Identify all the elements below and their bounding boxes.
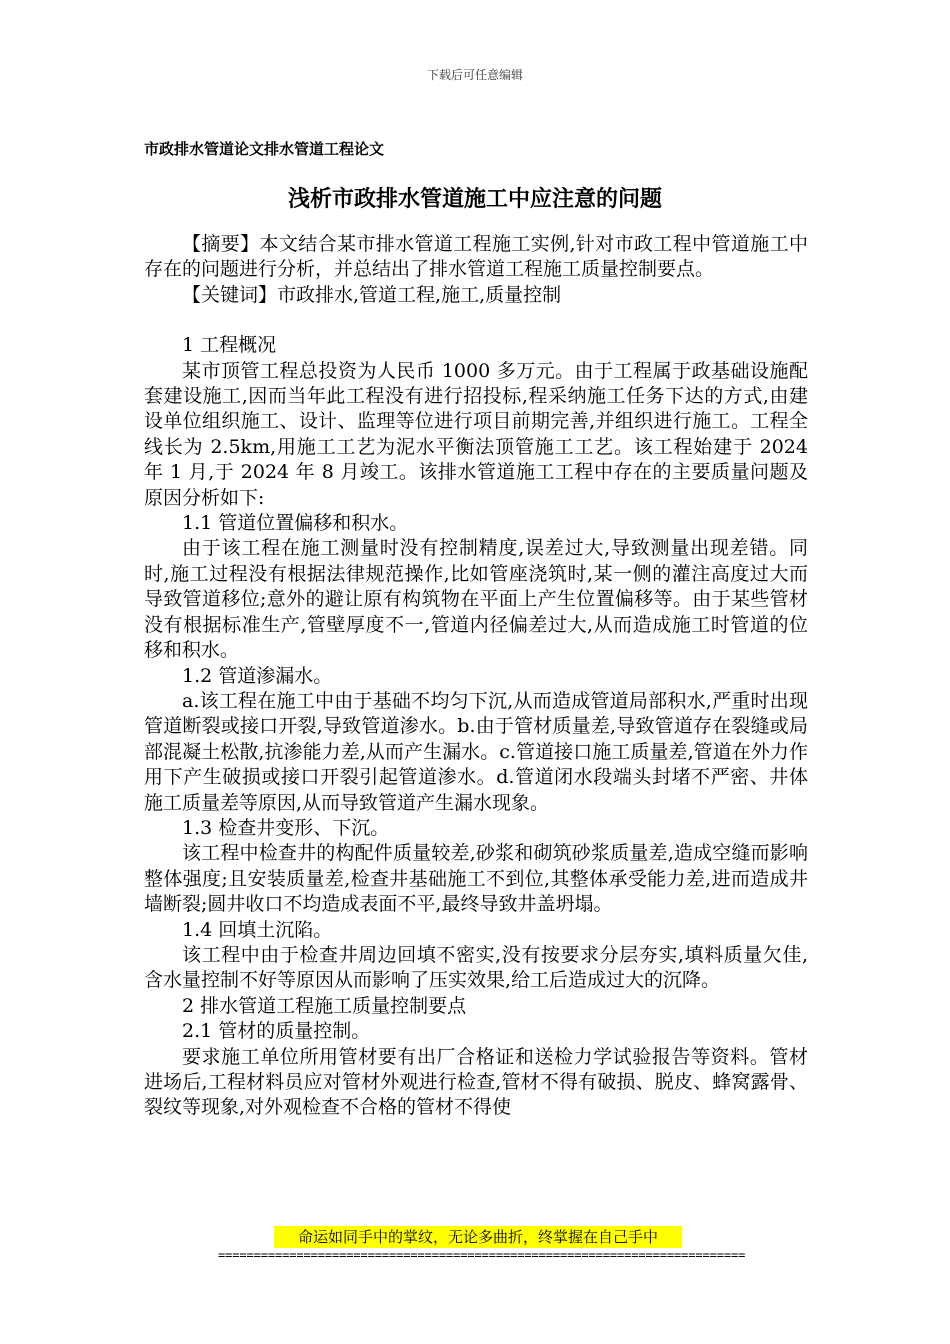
footer-divider: ========================================================================== <box>218 1248 746 1262</box>
section-heading-2: 2 排水管道工程施工质量控制要点 <box>182 994 467 1017</box>
document-body <box>144 232 808 1121</box>
body-paragraph: 该工程中由于检查井周边回填不密实,没有按要求分层夯实,填料质量欠佳,含水量控制不好等原因从而影响了压实效果,给工后造成过大的沉降。 <box>144 943 808 992</box>
paragraph-gap <box>144 308 808 333</box>
document-title: 浅析市政排水管道施工中应注意的问题 <box>287 186 662 212</box>
section-heading-1: 1 工程概况 <box>182 334 277 357</box>
body-paragraph: 由于该工程在施工测量时没有控制精度,误差过大,导致测量出现差错。同时,施工过程没有根据法律规范操作,比如管座浇筑时,某一侧的灌注高度过大而导致管道移位;意外的避让原有构筑物在平面上产生位置偏移等。由于某些管材没有根据标准生产,管壁厚度不一,管道内径偏差过大,从而造成施工时管道的位移和积水。 <box>144 537 808 662</box>
abstract-paragraph: 【摘要】本文结合某市排水管道工程施工实例,针对市政工程中管道施工中存在的问题进行分析，并总结出了排水管道工程施工质量控制要点。 <box>144 233 808 281</box>
body-paragraph: 该工程中检查井的构配件质量较差,砂浆和砌筑砂浆质量差,造成空缝而影响整体强度;且安装质量差,检查井基础施工不到位,其整体承受能力差,进而造成井墙断裂;圆井收口不均造成表面不平,最终导致井盖坍塌。 <box>144 842 808 916</box>
section-heading-1-1: 1.1 管道位置偏移和积水。 <box>182 512 409 535</box>
footer-banner: 命运如同手中的掌纹，无论多曲折，终掌握在自己手中 <box>274 1226 682 1248</box>
document-label: 市政排水管道论文排水管道工程论文 <box>144 140 385 158</box>
header-note: 下载后可任意编辑 <box>426 68 523 82</box>
section-heading-1-2: 1.2 管道渗漏水。 <box>182 664 333 687</box>
body-paragraph: 某市顶管工程总投资为人民币 1000 多万元。由于工程属于政基础设施配套建设施工,因而当年此工程没有进行招投标,程采纳施工任务下达的方式,由建设单位组织施工、设计、监理等位进行项目前期完善,并组织进行施工。工程全线长为 2.5km,用施工工艺为泥水平衡法顶管施工工艺。该工程始建于 2024 年 1 月,于 2024 年 8 月竣工。该排水管道施工工程中存在的主要质量问题及原因分析如下: <box>144 359 808 509</box>
body-paragraph: 要求施工单位所用管材要有出厂合格证和送检力学试验报告等资料。管材进场后,工程材料员应对管材外观进行检查,管材不得有破损、脱皮、蜂窝露骨、裂纹等现象,对外观检查不合格的管材不得使 <box>144 1045 808 1119</box>
keywords-paragraph: 【关键词】市政排水,管道工程,施工,质量控制 <box>182 283 562 306</box>
section-heading-1-3: 1.3 检查井变形、下沉。 <box>182 816 390 839</box>
body-paragraph: a.该工程在施工中由于基础不均匀下沉,从而造成管道局部积水,严重时出现管道断裂或接口开裂,导致管道渗水。b.由于管材质量差,导致管道存在裂缝或局部混凝土松散,抗渗能力差,从而产生漏水。c.管道接口施工质量差,管道在外力作用下产生破损或接口开裂引起管道渗水。d.管道闭水段端头封堵不严密、井体施工质量差等原因,从而导致管道产生漏水现象。 <box>144 689 808 814</box>
section-heading-1-4: 1.4 回填土沉陷。 <box>182 918 333 941</box>
section-heading-2-1: 2.1 管材的质量控制。 <box>182 1020 371 1043</box>
